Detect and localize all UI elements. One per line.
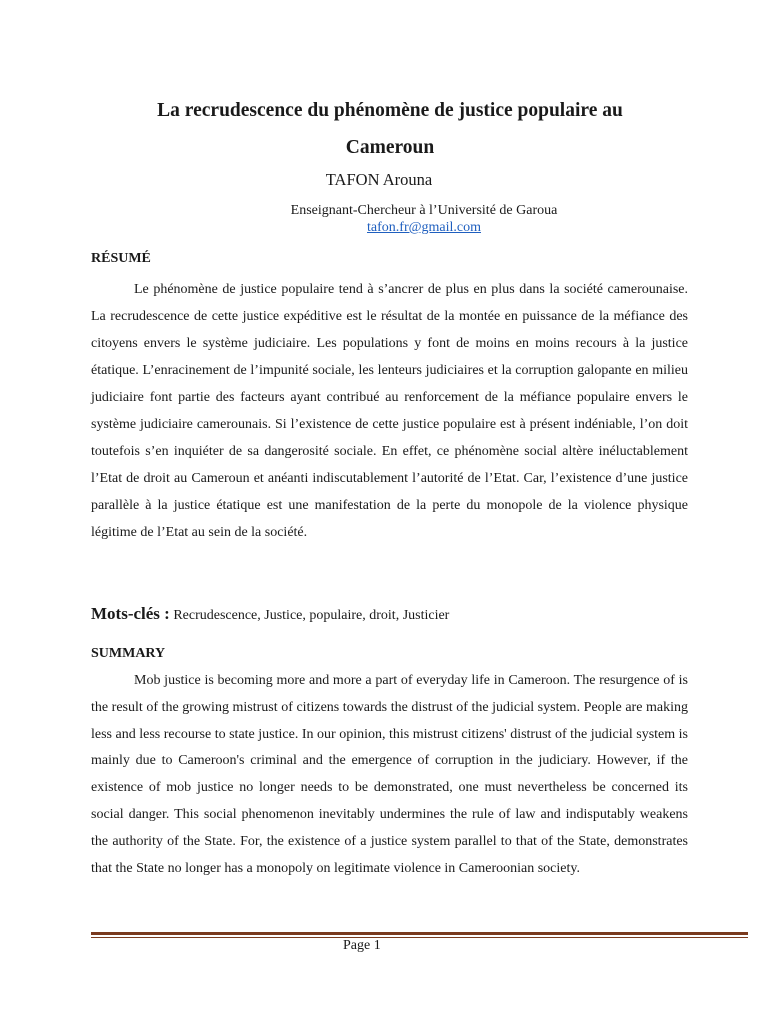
page-number: Page 1 xyxy=(343,938,381,953)
title-line-1: La recrudescence du phénomène de justice populaire au xyxy=(157,100,623,121)
title-line-2: Cameroun xyxy=(345,137,435,158)
footer-rule-thin xyxy=(91,937,748,938)
author-affiliation-block xyxy=(40,202,768,236)
footer-rule-thick xyxy=(91,932,748,935)
summary-paragraph: Mob justice is becoming more and more a part of everyday life in Cameroon. The resurgence of is the result of the growing mistrust of citizens towards the distrust of the judicial system. People are making less and less recourse to state justice. In our opinion, this mistrust citizens' distrust of the judicial system is mainly due to Cameroon's criminal and the emergence of corruption in the judiciary. However, if the existence of mob justice no longer needs to be demonstrated, one must nevertheless be concerned its social danger. This social phenomenon inevitably undermines the rule of law and indisputably weakens the authority of the State. For, the existence of a justice system parallel to that of the State, demonstrates that the State no longer has a monopoly on legitimate violence in Cameroonian society. xyxy=(91,673,688,876)
keywords-line xyxy=(91,604,449,624)
document-title xyxy=(130,92,650,166)
keywords-list: Recrudescence, Justice, populaire, droit, Justicier xyxy=(173,608,450,623)
summary-heading: SUMMARY xyxy=(91,646,166,661)
email-link[interactable]: tafon.fr@gmail.com xyxy=(367,220,481,235)
author-name: TAFON Arouna xyxy=(325,170,433,189)
affiliation: Enseignant-Chercheur à l’Université de Garoua xyxy=(290,203,558,218)
resume-heading: RÉSUMÉ xyxy=(91,251,151,266)
resume-paragraph: Le phénomène de justice populaire tend à s’ancrer de plus en plus dans la société camerounaise. La recrudescence de cette justice expéditive est le résultat de la montée en puissance de la méfiance des citoyens envers le système judiciaire. Les populations y font de moins en moins recours à la justice étatique. L’enracinement de l’impunité sociale, les lenteurs judiciaires et la corruption galopante en milieu judiciaire font partie des facteurs ayant contribué au renforcement de la méfiance populaire envers le système judiciaire camerounais. Si l’existence de cette justice populaire est à présent indéniable, l’on doit toutefois s’en inquiéter de sa dangerosité sociale. En effet, ce phénomène social altère inéluctablement l’Etat de droit au Cameroun et anéanti indiscutablement l’autorité de l’Etat. Car, l’existence d’une justice parallèle à la justice étatique est une manifestation de la perte du monopole de la violence physique légitime de l’Etat au sein de la société. xyxy=(91,282,688,540)
keywords-label: Mots-clés : xyxy=(91,604,170,623)
